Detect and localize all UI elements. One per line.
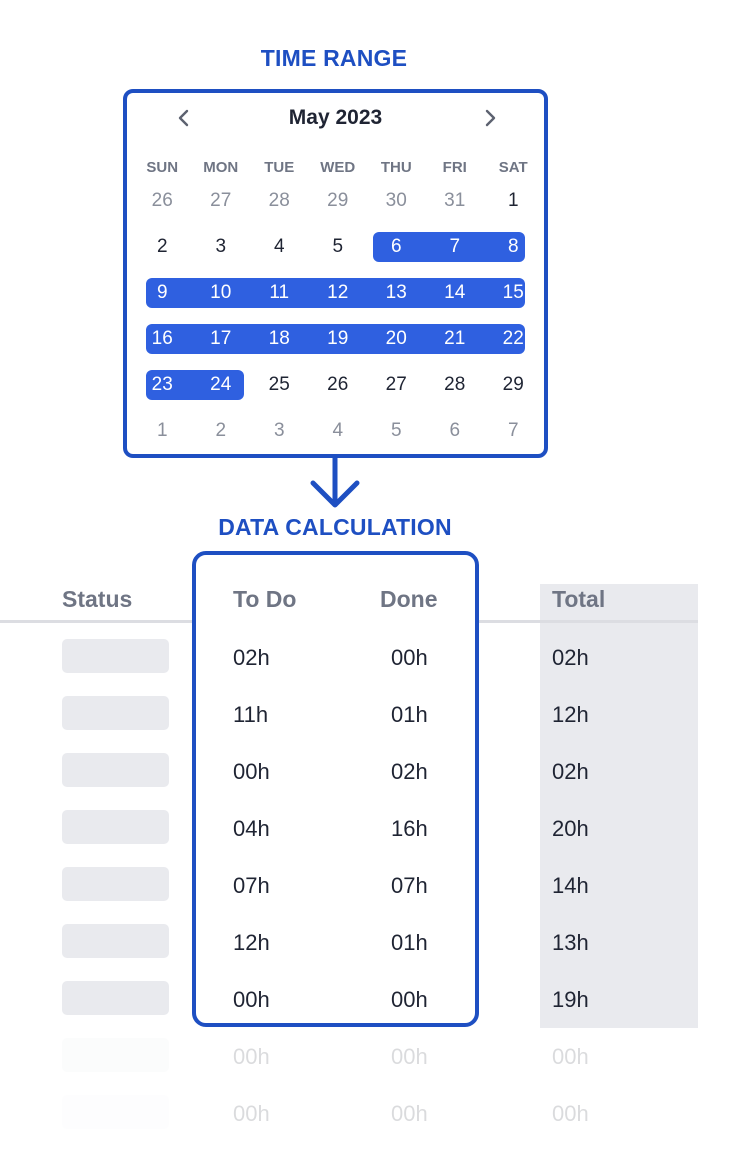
- calendar-week: [127, 232, 544, 262]
- calendar-day[interactable]: 5: [390, 420, 402, 441]
- todo-cell: 11h: [233, 702, 269, 727]
- todo-cell: 00h: [233, 987, 270, 1012]
- weekday-label: WED: [320, 159, 356, 176]
- calendar-day-selected[interactable]: 7: [449, 236, 461, 257]
- calendar-day[interactable]: 3: [215, 236, 227, 257]
- calendar-day-selected[interactable]: 18: [268, 328, 290, 349]
- calendar-day-selected[interactable]: 11: [269, 282, 290, 303]
- weekday-label: THU: [380, 159, 412, 176]
- weekday-label: MON: [203, 159, 239, 176]
- done-cell: 00h: [391, 987, 428, 1012]
- total-cell: 00h: [552, 1044, 589, 1069]
- calendar-day[interactable]: 30: [385, 190, 407, 211]
- calendar-day[interactable]: 27: [385, 374, 407, 395]
- calendar-day[interactable]: 6: [449, 420, 461, 441]
- time-range-heading: TIME RANGE: [260, 45, 408, 71]
- calendar-day[interactable]: 31: [444, 190, 466, 211]
- done-cell: 01h: [391, 930, 428, 955]
- calendar-day[interactable]: 7: [507, 420, 519, 441]
- calendar-day-selected[interactable]: 17: [210, 328, 232, 349]
- calendar-week: [127, 278, 544, 308]
- calendar-day-selected[interactable]: 14: [444, 282, 466, 303]
- date-range-calendar: [123, 89, 548, 458]
- total-cell: 12h: [552, 702, 589, 727]
- calendar-day-selected[interactable]: 12: [327, 282, 349, 303]
- calendar-day-selected[interactable]: 8: [507, 236, 519, 257]
- calendar-day[interactable]: 25: [268, 374, 290, 395]
- data-calculation-heading: DATA CALCULATION: [218, 514, 452, 540]
- calendar-header: [127, 103, 544, 133]
- todo-cell: 07h: [233, 873, 270, 898]
- total-cell: 02h: [552, 645, 589, 670]
- status-placeholder: [62, 981, 169, 1015]
- calendar-day[interactable]: 2: [156, 236, 168, 257]
- weekday-label: FRI: [442, 159, 467, 176]
- calendar-day-selected[interactable]: 15: [502, 282, 524, 303]
- done-cell: 02h: [391, 759, 428, 784]
- calendar-week: [127, 324, 544, 354]
- calendar-day-selected[interactable]: 23: [151, 374, 173, 395]
- calendar-week: [127, 186, 544, 216]
- calendar-week: [127, 370, 544, 400]
- total-cell: 20h: [552, 816, 589, 841]
- calendar-day[interactable]: 4: [273, 236, 285, 257]
- calendar-day-selected[interactable]: 16: [151, 328, 173, 349]
- todo-cell: 00h: [233, 759, 270, 784]
- status-placeholder: [62, 639, 169, 673]
- calendar-day[interactable]: 28: [268, 190, 290, 211]
- todo-cell: 00h: [233, 1101, 270, 1126]
- calendar-day-selected[interactable]: 9: [156, 282, 168, 303]
- calendar-day-selected[interactable]: 20: [385, 328, 407, 349]
- total-cell: 13h: [552, 930, 589, 955]
- done-cell: 00h: [391, 1044, 428, 1069]
- status-placeholder: [62, 867, 169, 901]
- status-placeholder: [62, 1095, 169, 1129]
- calendar-day-selected[interactable]: 13: [385, 282, 407, 303]
- column-header-done: Done: [380, 586, 438, 612]
- todo-cell: 00h: [233, 1044, 270, 1069]
- calendar-day[interactable]: 1: [156, 420, 168, 441]
- calendar-day[interactable]: 26: [151, 190, 173, 211]
- todo-cell: 02h: [233, 645, 270, 670]
- calendar-day-selected[interactable]: 24: [210, 374, 232, 395]
- calendar-month-label: May 2023: [288, 106, 383, 129]
- done-cell: 07h: [391, 873, 428, 898]
- total-cell: 00h: [552, 1101, 589, 1126]
- calendar-day-selected[interactable]: 19: [327, 328, 349, 349]
- calendar-day[interactable]: 3: [273, 420, 285, 441]
- done-cell: 01h: [391, 702, 428, 727]
- divider-mask: [196, 619, 475, 624]
- total-cell: 14h: [552, 873, 589, 898]
- status-placeholder: [62, 810, 169, 844]
- calendar-day[interactable]: 29: [327, 190, 349, 211]
- calendar-day-selected[interactable]: 22: [502, 328, 524, 349]
- status-placeholder: [62, 924, 169, 958]
- calendar-day[interactable]: 2: [215, 420, 227, 441]
- calendar-week: [127, 416, 544, 446]
- done-cell: 00h: [391, 1101, 428, 1126]
- todo-cell: 12h: [233, 930, 270, 955]
- calendar-day-selected[interactable]: 10: [210, 282, 232, 303]
- calendar-day[interactable]: 4: [332, 420, 344, 441]
- calendar-day[interactable]: 26: [327, 374, 349, 395]
- todo-cell: 04h: [233, 816, 270, 841]
- arrow-down-icon: [304, 455, 366, 511]
- calendar-day[interactable]: 29: [502, 374, 524, 395]
- column-header-total: Total: [552, 586, 606, 612]
- done-cell: 16h: [391, 816, 428, 841]
- calendar-day[interactable]: 5: [332, 236, 344, 257]
- weekday-row: [127, 153, 544, 183]
- calendar-day-selected[interactable]: 21: [444, 328, 466, 349]
- calendar-day-selected[interactable]: 6: [390, 236, 402, 257]
- calendar-day[interactable]: 28: [444, 374, 466, 395]
- calendar-day[interactable]: 27: [210, 190, 232, 211]
- status-placeholder: [62, 1038, 169, 1072]
- total-cell: 02h: [552, 759, 589, 784]
- calendar-day[interactable]: 1: [507, 190, 519, 211]
- weekday-label: SAT: [498, 159, 528, 176]
- column-header-todo: To Do: [233, 586, 297, 612]
- column-header-status: Status: [62, 586, 133, 612]
- chevron-right-icon[interactable]: [475, 103, 505, 133]
- status-placeholder: [62, 696, 169, 730]
- weekday-label: TUE: [264, 159, 295, 176]
- total-cell: 19h: [552, 987, 589, 1012]
- status-placeholder: [62, 753, 169, 787]
- done-cell: 00h: [391, 645, 428, 670]
- weekday-label: SUN: [146, 159, 179, 176]
